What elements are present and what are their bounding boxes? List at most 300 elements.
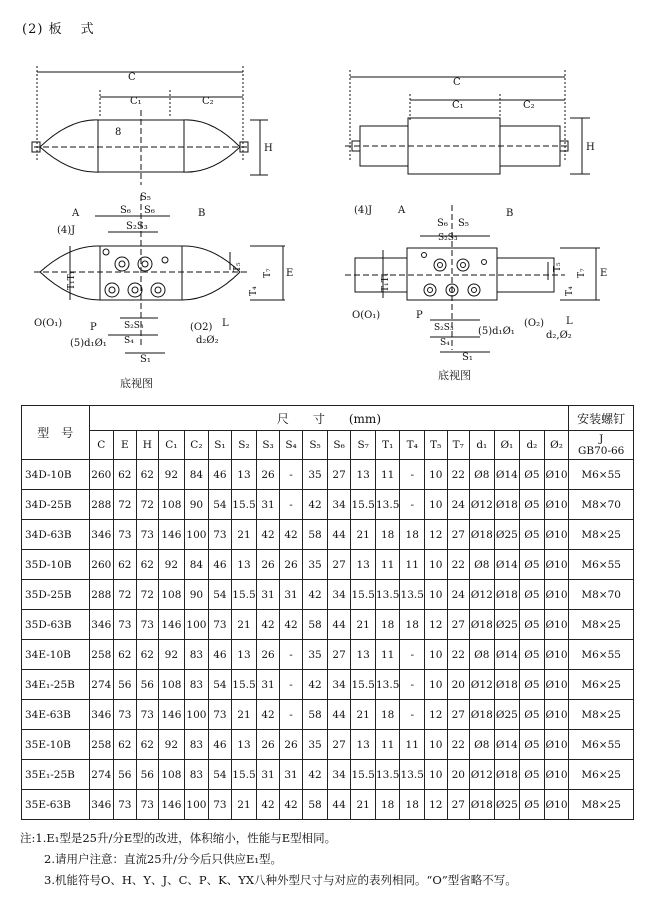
screw-sub-j: J xyxy=(599,433,604,445)
screw-cell: M8×25 xyxy=(569,610,634,640)
value-cell: Ø18 xyxy=(470,790,495,820)
value-cell: 26 xyxy=(279,730,303,760)
screw-subheader xyxy=(569,431,634,460)
value-cell: 13.5 xyxy=(375,490,400,520)
table-row xyxy=(22,460,634,490)
value-cell: 346 xyxy=(89,520,114,550)
value-cell: Ø10 xyxy=(544,760,569,790)
dims-header: 尺 寸 (mm) xyxy=(89,406,569,431)
value-cell: Ø18 xyxy=(470,700,495,730)
value-cell: 54 xyxy=(209,760,232,790)
table-row xyxy=(22,790,634,820)
screw-cell: M8×25 xyxy=(569,790,634,820)
value-cell: 13.5 xyxy=(400,580,425,610)
value-cell: 21 xyxy=(351,520,376,550)
notes xyxy=(20,828,517,891)
value-cell: 13 xyxy=(231,460,257,490)
value-cell: 258 xyxy=(89,730,114,760)
screw-cell: M6×55 xyxy=(569,640,634,670)
value-cell: 73 xyxy=(136,700,159,730)
value-cell: 260 xyxy=(89,460,114,490)
value-cell: Ø5 xyxy=(520,490,545,520)
model-cell: 34D-10B xyxy=(22,460,90,490)
value-cell: 27 xyxy=(327,730,351,760)
screw-cell: M8×70 xyxy=(569,490,634,520)
dim-T1T1: T₁T₁ xyxy=(381,272,391,292)
column-header: S₇ xyxy=(351,431,376,460)
value-cell: 72 xyxy=(136,490,159,520)
value-cell: 274 xyxy=(89,670,114,700)
model-cell: 35D-25B xyxy=(22,580,90,610)
value-cell: Ø8 xyxy=(470,730,495,760)
value-cell: 27 xyxy=(327,640,351,670)
value-cell: 18 xyxy=(375,790,400,820)
title-char-1: 板 xyxy=(48,22,63,37)
dim-T7: T₇ xyxy=(263,268,273,278)
model-cell: 34D-25B xyxy=(22,490,90,520)
port-O: O(O₁) xyxy=(352,310,381,321)
table-row xyxy=(22,550,634,580)
value-cell: 10 xyxy=(425,580,448,610)
value-cell: Ø5 xyxy=(520,760,545,790)
value-cell: Ø18 xyxy=(470,610,495,640)
value-cell: 46 xyxy=(209,550,232,580)
value-cell: Ø12 xyxy=(470,490,495,520)
column-header: S₄ xyxy=(279,431,303,460)
screw-cell: M6×25 xyxy=(569,670,634,700)
value-cell: 146 xyxy=(159,520,185,550)
value-cell: 31 xyxy=(257,760,280,790)
value-cell: 73 xyxy=(114,790,137,820)
dim-T4: T₄ xyxy=(565,286,575,296)
value-cell: 73 xyxy=(136,610,159,640)
port-L: L xyxy=(566,316,573,327)
value-cell: 46 xyxy=(209,730,232,760)
value-cell: Ø10 xyxy=(544,700,569,730)
column-header: Ø₂ xyxy=(544,431,569,460)
note-2: 2.请用户注意：直流25升/分今后只供应E₁型。 xyxy=(44,852,282,866)
value-cell: - xyxy=(400,700,425,730)
value-cell: 22 xyxy=(447,640,470,670)
value-cell: 13.5 xyxy=(375,670,400,700)
value-cell: 44 xyxy=(327,700,351,730)
value-cell: 62 xyxy=(114,460,137,490)
value-cell: Ø18 xyxy=(494,490,520,520)
value-cell: 24 xyxy=(447,580,470,610)
value-cell: 21 xyxy=(231,520,257,550)
value-cell: 92 xyxy=(159,550,185,580)
value-cell: 56 xyxy=(136,760,159,790)
value-cell: 11 xyxy=(375,460,400,490)
value-cell: 73 xyxy=(209,700,232,730)
dim-S4: S₄ xyxy=(124,336,134,346)
value-cell: Ø18 xyxy=(494,760,520,790)
value-cell: 35 xyxy=(303,550,328,580)
value-cell: 146 xyxy=(159,790,185,820)
dim-S4: S₄ xyxy=(440,338,450,348)
column-header: T₄ xyxy=(400,431,425,460)
dim-d1: (5)d₁Ø₁ xyxy=(70,338,107,349)
value-cell: 108 xyxy=(159,670,185,700)
value-cell: Ø8 xyxy=(470,640,495,670)
port-A: A xyxy=(72,208,80,219)
column-header: H xyxy=(136,431,159,460)
value-cell: 58 xyxy=(303,610,328,640)
value-cell: - xyxy=(400,640,425,670)
value-cell: 20 xyxy=(447,760,470,790)
value-cell: 13.5 xyxy=(375,760,400,790)
value-cell: 62 xyxy=(136,730,159,760)
value-cell: 108 xyxy=(159,580,185,610)
dim-d1: (5)d₁Ø₁ xyxy=(478,326,515,337)
model-header: 型 号 xyxy=(22,406,90,460)
value-cell: 73 xyxy=(209,520,232,550)
value-cell: 13 xyxy=(351,730,376,760)
port-B: B xyxy=(198,208,206,219)
value-cell: 10 xyxy=(425,760,448,790)
value-cell: 44 xyxy=(327,610,351,640)
value-cell: Ø5 xyxy=(520,520,545,550)
value-cell: Ø8 xyxy=(470,460,495,490)
value-cell: Ø5 xyxy=(520,670,545,700)
value-cell: 73 xyxy=(114,610,137,640)
port-B: B xyxy=(506,208,514,219)
screw-sub-gb: GB70-66 xyxy=(577,445,625,457)
value-cell: 15.5 xyxy=(231,580,257,610)
value-cell: 34 xyxy=(327,670,351,700)
value-cell: - xyxy=(279,460,303,490)
value-cell: - xyxy=(400,490,425,520)
value-cell: 26 xyxy=(257,550,280,580)
technical-drawings xyxy=(0,40,670,405)
table-row xyxy=(22,640,634,670)
value-cell: 13 xyxy=(351,460,376,490)
column-header: T₇ xyxy=(447,431,470,460)
value-cell: 21 xyxy=(231,610,257,640)
value-cell: 56 xyxy=(136,670,159,700)
column-header: S₃ xyxy=(257,431,280,460)
value-cell: 24 xyxy=(447,490,470,520)
value-cell: 62 xyxy=(136,550,159,580)
value-cell: 22 xyxy=(447,730,470,760)
value-cell: 13 xyxy=(231,550,257,580)
column-header: C₂ xyxy=(184,431,209,460)
value-cell: 73 xyxy=(114,520,137,550)
value-cell: Ø12 xyxy=(470,670,495,700)
value-cell: 92 xyxy=(159,460,185,490)
dimension-table xyxy=(21,405,634,820)
value-cell: 15.5 xyxy=(351,670,376,700)
dim-T1T1: T₁T₁ xyxy=(67,270,77,290)
dim-S2S3: S₂S₃ xyxy=(434,323,454,333)
value-cell: 62 xyxy=(114,550,137,580)
value-cell: 13 xyxy=(351,550,376,580)
screw-cell: M6×55 xyxy=(569,730,634,760)
value-cell: 260 xyxy=(89,550,114,580)
value-cell: 11 xyxy=(375,730,400,760)
value-cell: Ø8 xyxy=(470,550,495,580)
port-O: O(O₁) xyxy=(34,318,63,329)
value-cell: 31 xyxy=(257,670,280,700)
value-cell: 92 xyxy=(159,640,185,670)
value-cell: 73 xyxy=(136,520,159,550)
port-O2: (O₂) xyxy=(524,318,545,329)
label-J: (4)J xyxy=(57,225,76,236)
model-cell: 35D-10B xyxy=(22,550,90,580)
value-cell: 54 xyxy=(209,670,232,700)
dim-T4: T₄ xyxy=(249,286,259,296)
value-cell: 58 xyxy=(303,790,328,820)
model-cell: 34E-63B xyxy=(22,700,90,730)
value-cell: 13 xyxy=(231,730,257,760)
value-cell: 100 xyxy=(184,700,209,730)
value-cell: Ø12 xyxy=(470,580,495,610)
dim-T7: T₇ xyxy=(577,268,587,278)
value-cell: 73 xyxy=(209,790,232,820)
screw-cell: M6×55 xyxy=(569,550,634,580)
value-cell: 13 xyxy=(231,640,257,670)
value-cell: 12 xyxy=(425,790,448,820)
value-cell: 90 xyxy=(184,580,209,610)
value-cell: 46 xyxy=(209,640,232,670)
column-header: S₁ xyxy=(209,431,232,460)
value-cell: 34 xyxy=(327,760,351,790)
value-cell: 72 xyxy=(114,580,137,610)
value-cell: 31 xyxy=(257,580,280,610)
column-header: C₁ xyxy=(159,431,185,460)
screw-cell: M8×70 xyxy=(569,580,634,610)
value-cell: 27 xyxy=(447,520,470,550)
dim-d2: d₂Ø₂ xyxy=(196,335,219,346)
value-cell: 21 xyxy=(231,790,257,820)
value-cell: 10 xyxy=(425,640,448,670)
value-cell: 26 xyxy=(257,730,280,760)
table-row xyxy=(22,610,634,640)
value-cell: Ø18 xyxy=(494,580,520,610)
value-cell: 84 xyxy=(184,550,209,580)
value-cell: - xyxy=(279,670,303,700)
value-cell: 15.5 xyxy=(351,760,376,790)
screw-cell: M6×55 xyxy=(569,460,634,490)
value-cell: 42 xyxy=(303,670,328,700)
value-cell: 146 xyxy=(159,610,185,640)
dim-S5: S₅ xyxy=(458,218,469,229)
value-cell: 12 xyxy=(425,700,448,730)
value-cell: Ø10 xyxy=(544,490,569,520)
column-header: d₂ xyxy=(520,431,545,460)
value-cell: 83 xyxy=(184,760,209,790)
value-cell: 13.5 xyxy=(400,760,425,790)
column-header: S₂ xyxy=(231,431,257,460)
dim-S1: S₁ xyxy=(140,354,151,365)
value-cell: Ø14 xyxy=(494,550,520,580)
value-cell: Ø5 xyxy=(520,790,545,820)
value-cell: Ø25 xyxy=(494,790,520,820)
column-header: Ø₁ xyxy=(494,431,520,460)
value-cell: 108 xyxy=(159,760,185,790)
note-1: 1.E₁型是25升/分E型的改进，体积缩小，性能与E型相同。 xyxy=(35,831,337,845)
value-cell: 12 xyxy=(425,610,448,640)
value-cell: 11 xyxy=(400,730,425,760)
table-row xyxy=(22,580,634,610)
value-cell: Ø18 xyxy=(494,670,520,700)
dim-E: E xyxy=(286,268,294,279)
value-cell: 27 xyxy=(447,700,470,730)
value-cell: 20 xyxy=(447,670,470,700)
value-cell: 258 xyxy=(89,640,114,670)
value-cell: 31 xyxy=(257,490,280,520)
dim-T5: T₅ xyxy=(233,262,243,272)
value-cell: 26 xyxy=(257,460,280,490)
value-cell: 288 xyxy=(89,580,114,610)
value-cell: 42 xyxy=(257,700,280,730)
value-cell: 18 xyxy=(400,790,425,820)
value-cell: Ø10 xyxy=(544,730,569,760)
port-P: P xyxy=(90,322,97,333)
column-header: T₁ xyxy=(375,431,400,460)
section-title xyxy=(22,18,95,37)
value-cell: 73 xyxy=(209,610,232,640)
value-cell: 72 xyxy=(114,490,137,520)
dim-E: E xyxy=(600,268,608,279)
model-cell: 35E-63B xyxy=(22,790,90,820)
value-cell: 34 xyxy=(327,580,351,610)
value-cell: 26 xyxy=(279,550,303,580)
value-cell: 10 xyxy=(425,460,448,490)
value-cell: 18 xyxy=(375,700,400,730)
value-cell: 346 xyxy=(89,610,114,640)
dim-S2S3: S₂S₃ xyxy=(124,321,144,331)
dim-d2: d₂,Ø₂ xyxy=(546,330,572,341)
column-header: E xyxy=(114,431,137,460)
value-cell: 11 xyxy=(375,550,400,580)
value-cell: 22 xyxy=(447,460,470,490)
column-header: C xyxy=(89,431,114,460)
value-cell: Ø10 xyxy=(544,670,569,700)
value-cell: 90 xyxy=(184,490,209,520)
value-cell: 42 xyxy=(257,790,280,820)
dim-H: H xyxy=(264,143,273,154)
table-row xyxy=(22,760,634,790)
column-header: S₅ xyxy=(303,431,328,460)
value-cell: Ø5 xyxy=(520,550,545,580)
value-cell: Ø14 xyxy=(494,640,520,670)
dim-S6: S₆ xyxy=(437,218,448,229)
value-cell: 62 xyxy=(114,640,137,670)
value-cell: 42 xyxy=(279,520,303,550)
value-cell: 21 xyxy=(231,700,257,730)
value-cell: 18 xyxy=(375,610,400,640)
value-cell: Ø5 xyxy=(520,460,545,490)
value-cell: - xyxy=(279,490,303,520)
dim-C: C xyxy=(128,72,136,83)
value-cell: 10 xyxy=(425,550,448,580)
screw-header: 安装螺钉 xyxy=(569,406,634,431)
dim-C: C xyxy=(453,77,461,88)
value-cell: 146 xyxy=(159,700,185,730)
value-cell: 22 xyxy=(447,550,470,580)
value-cell: 27 xyxy=(327,550,351,580)
dim-S6: S₆ xyxy=(144,205,155,216)
model-cell: 35E-10B xyxy=(22,730,90,760)
value-cell: 274 xyxy=(89,760,114,790)
dim-T5: T₅ xyxy=(553,262,563,272)
column-header: T₅ xyxy=(425,431,448,460)
dim-C1: C₁ xyxy=(452,100,464,111)
value-cell: 15.5 xyxy=(231,760,257,790)
value-cell: Ø25 xyxy=(494,520,520,550)
value-cell: 42 xyxy=(257,610,280,640)
value-cell: 346 xyxy=(89,790,114,820)
screw-cell: M6×25 xyxy=(569,760,634,790)
label-J: (4)J xyxy=(354,205,373,216)
value-cell: 56 xyxy=(114,670,137,700)
value-cell: 58 xyxy=(303,700,328,730)
value-cell: 10 xyxy=(425,490,448,520)
value-cell: Ø14 xyxy=(494,460,520,490)
value-cell: Ø14 xyxy=(494,730,520,760)
value-cell: 15.5 xyxy=(231,490,257,520)
value-cell: 27 xyxy=(447,790,470,820)
value-cell: - xyxy=(400,670,425,700)
value-cell: 54 xyxy=(209,490,232,520)
value-cell: 44 xyxy=(327,520,351,550)
value-cell: 15.5 xyxy=(231,670,257,700)
value-cell: 27 xyxy=(327,460,351,490)
value-cell: 27 xyxy=(447,610,470,640)
value-cell: 108 xyxy=(159,490,185,520)
value-cell: 62 xyxy=(114,730,137,760)
value-cell: 35 xyxy=(303,640,328,670)
value-cell: 288 xyxy=(89,490,114,520)
value-cell: Ø10 xyxy=(544,640,569,670)
value-cell: 42 xyxy=(279,790,303,820)
value-cell: 21 xyxy=(351,610,376,640)
model-cell: 35E₁-25B xyxy=(22,760,90,790)
value-cell: 15.5 xyxy=(351,490,376,520)
value-cell: Ø10 xyxy=(544,520,569,550)
caption-left: 底视图 xyxy=(120,377,153,390)
value-cell: 62 xyxy=(136,460,159,490)
value-cell: Ø10 xyxy=(544,580,569,610)
value-cell: Ø5 xyxy=(520,580,545,610)
port-L: L xyxy=(222,318,229,329)
dim-S2S3: S₂S₃ xyxy=(438,233,458,243)
value-cell: 21 xyxy=(351,790,376,820)
dim-8: 8 xyxy=(115,127,122,138)
value-cell: Ø18 xyxy=(470,520,495,550)
value-cell: Ø25 xyxy=(494,700,520,730)
value-cell: 18 xyxy=(400,520,425,550)
value-cell: 92 xyxy=(159,730,185,760)
value-cell: Ø25 xyxy=(494,610,520,640)
value-cell: 100 xyxy=(184,520,209,550)
table-row xyxy=(22,730,634,760)
value-cell: Ø5 xyxy=(520,730,545,760)
value-cell: 42 xyxy=(303,760,328,790)
value-cell: - xyxy=(279,700,303,730)
model-cell: 34D-63B xyxy=(22,520,90,550)
value-cell: 100 xyxy=(184,610,209,640)
title-char-2: 式 xyxy=(80,22,95,37)
value-cell: Ø5 xyxy=(520,640,545,670)
dim-C2: C₂ xyxy=(202,96,214,107)
value-cell: 42 xyxy=(303,580,328,610)
value-cell: Ø10 xyxy=(544,460,569,490)
value-cell: 42 xyxy=(279,610,303,640)
value-cell: 13.5 xyxy=(375,580,400,610)
value-cell: 21 xyxy=(351,700,376,730)
